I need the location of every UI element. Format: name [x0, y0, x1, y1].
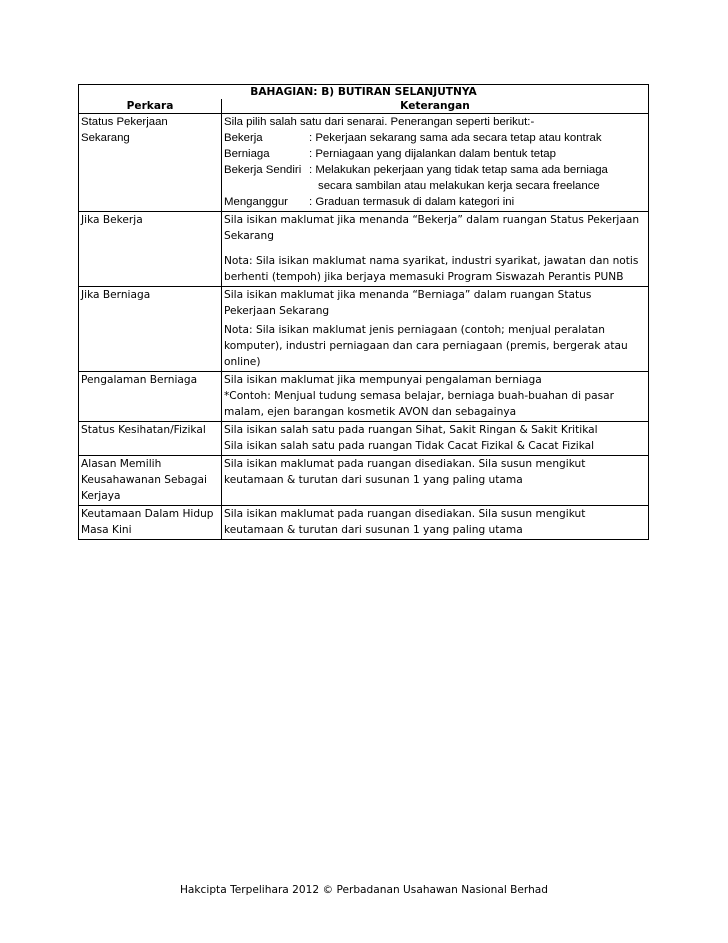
option-menganggur: Menganggur : Graduan termasuk di dalam kategori ini: [224, 196, 515, 208]
table-row: [79, 114, 649, 212]
row-desc-jika-bekerja: Sila isikan maklumat jika menanda “Bekerja” dalam ruangan Status Pekerjaan Sekarang Nota: Sila isikan maklumat nama syarikat, industri syarikat, jawatan dan notis berhenti (tempoh) jika berjaya memasuki Program Siswazah Perantis PUNB: [222, 212, 649, 287]
row-label-jika-berniaga: Jika Berniaga: [79, 287, 222, 372]
details-table: [78, 84, 649, 540]
row-label-keutamaan-hidup: Keutamaan Dalam Hidup Masa Kini: [79, 506, 222, 540]
col-header-perkara: Perkara: [79, 99, 222, 114]
table-row: [79, 372, 649, 422]
row-desc-status-pekerjaan: [222, 114, 649, 212]
copyright-footer: Hakcipta Terpelihara 2012 © Perbadanan Usahawan Nasional Berhad: [179, 884, 549, 896]
option-berniaga: Berniaga : Perniagaan yang dijalankan dalam bentuk tetap: [224, 148, 556, 160]
table-row: [79, 506, 649, 540]
row-label-jika-bekerja: Jika Bekerja: [79, 212, 222, 287]
row-label-alasan-memilih: Alasan Memilih Keusahawanan Sebagai Kerjaya: [79, 456, 222, 506]
table-row: [79, 287, 649, 372]
table-row: [79, 212, 649, 287]
status-intro: Sila pilih salah satu dari senarai. Penerangan seperti berikut:-: [224, 116, 535, 128]
option-bekerja-sendiri: Bekerja Sendiri : Melakukan pekerjaan yang tidak tetap sama ada berniaga: [224, 164, 608, 176]
table-header-row: [79, 99, 649, 114]
option-bekerja-sendiri-cont: secara sambilan atau melakukan kerja secara freelance: [318, 180, 600, 192]
col-header-keterangan: Keterangan: [222, 99, 649, 114]
row-desc-jika-berniaga: Sila isikan maklumat jika menanda “Berniaga” dalam ruangan Status Pekerjaan Sekarang Nota: Sila isikan maklumat jenis perniagaan (contoh; menjual peralatan komputer), industri perniagaan dan cara perniagaan (premis, bergerak atau online): [222, 287, 649, 372]
row-desc-status-kesihatan: Sila isikan salah satu pada ruangan Sihat, Sakit Ringan & Sakit Kritikal Sila isikan salah satu pada ruangan Tidak Cacat Fizikal & Cacat Fizikal: [222, 422, 649, 456]
table-row: [79, 456, 649, 506]
section-title: BAHAGIAN: B) BUTIRAN SELANJUTNYA: [79, 85, 649, 100]
row-label-status-kesihatan: Status Kesihatan/Fizikal: [79, 422, 222, 456]
row-desc-pengalaman-berniaga: Sila isikan maklumat jika mempunyai pengalaman berniaga *Contoh: Menjual tudung semasa belajar, berniaga buah-buahan di pasar malam, ejen barangan kosmetik AVON dan sebagainya: [222, 372, 649, 422]
table-title-row: [79, 85, 649, 100]
row-desc-alasan-memilih: Sila isikan maklumat pada ruangan disediakan. Sila susun mengikut keutamaan & turutan dari susunan 1 yang paling utama: [222, 456, 649, 506]
option-bekerja: Bekerja : Pekerjaan sekarang sama ada secara tetap atau kontrak: [224, 132, 602, 144]
row-label-status-pekerjaan: Status Pekerjaan Sekarang: [79, 114, 222, 212]
row-label-pengalaman-berniaga: Pengalaman Berniaga: [79, 372, 222, 422]
row-desc-keutamaan-hidup: Sila isikan maklumat pada ruangan disediakan. Sila susun mengikut keutamaan & turutan dari susunan 1 yang paling utama: [222, 506, 649, 540]
table-row: [79, 422, 649, 456]
